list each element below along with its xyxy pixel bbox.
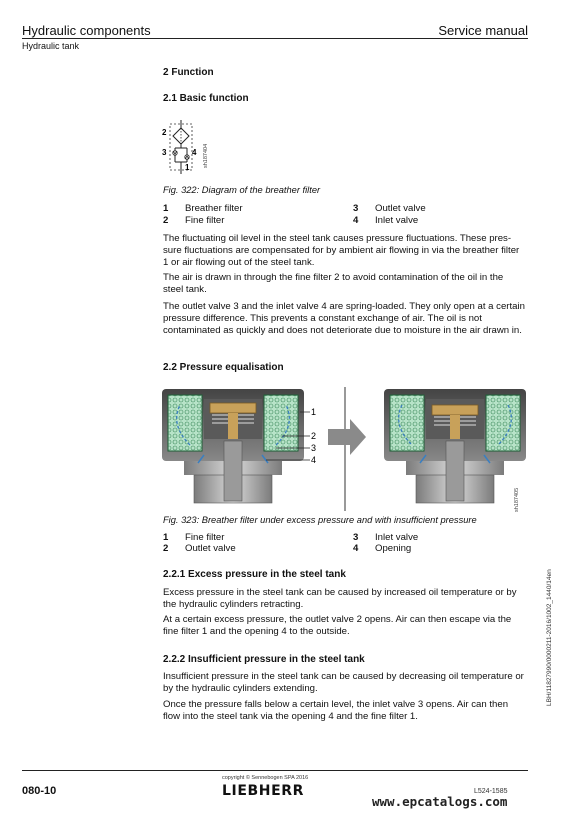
fig323-label-4: 4: [311, 455, 317, 465]
paragraph: The outlet valve 3 and the inlet valve 4 are spring-loaded. They only open at a certain pressure difference. This prevents a constant exchange of air. The oil is not contaminated as quickly and does not deteriorate due to moisture in the air drawn in.: [163, 301, 525, 336]
model-number: L524-1585: [474, 788, 508, 795]
legend-item: 3 Outlet valve: [353, 203, 426, 214]
excess-pressure-heading: 2.2.1 Excess pressure in the steel tank: [163, 569, 346, 580]
watermark: www.epcatalogs.com: [372, 794, 508, 809]
section-heading: 2 Function: [163, 67, 214, 78]
manual-section-title: Hydraulic components: [22, 23, 151, 38]
copyright-text: copyright © Sennebogen SPA 2016: [222, 775, 309, 781]
breather-filter-diagram: [160, 118, 220, 178]
legend-item: 4 Opening: [353, 543, 412, 554]
legend-item: 2 Outlet valve: [163, 543, 236, 554]
document-code: LBH/11827990/0000211-2016/1002_1440/14en: [546, 569, 553, 706]
paragraph: The air is drawn in through the fine filter 2 to avoid contamination of the oil in the steel tank.: [163, 272, 504, 295]
paragraph: Insufficient pressure in the steel tank can be caused by decreasing oil temperature or by the hydraulic cylinders extending.: [163, 671, 524, 694]
page-number: 080-10: [22, 785, 57, 797]
excess-pressure-unit: [162, 389, 304, 503]
legend-item: 4 Inlet valve: [353, 215, 419, 226]
legend-item: 1 Fine filter: [163, 532, 225, 543]
brand-logo: LIEBHERR: [222, 783, 305, 799]
legend-item: 2 Fine filter: [163, 215, 225, 226]
fig323-label-2: 2: [311, 431, 317, 441]
legend-item: 3 Inlet valve: [353, 532, 419, 543]
fig323-caption: Fig. 323: Breather filter under excess pressure and with insufficient pressure: [163, 515, 477, 525]
manual-type-title: Service manual: [438, 23, 528, 38]
fig322-label-2: 2: [162, 128, 167, 137]
fig323-label-3: 3: [311, 443, 317, 453]
fig323-label-1: 1: [311, 407, 317, 417]
page-subtitle: Hydraulic tank: [22, 41, 80, 51]
fig323-id: sh187405: [514, 487, 520, 512]
footer-rule: [22, 770, 528, 771]
fig322-label-1: 1: [185, 163, 190, 172]
basic-function-heading: 2.1 Basic function: [163, 93, 249, 104]
pressure-equalisation-heading: 2.2 Pressure equalisation: [163, 362, 284, 373]
transition-arrow-icon: [328, 419, 366, 455]
paragraph: Excess pressure in the steel tank can be caused by increased oil temperature or by the hydraulic cylinders retracting.: [163, 587, 517, 610]
insufficient-pressure-heading: 2.2.2 Insufficient pressure in the steel tank: [163, 654, 365, 665]
paragraph: At a certain excess pressure, the outlet valve 2 opens. Air can then escape via the fine filter 1 and the opening 4 to the outside.: [163, 614, 512, 637]
fig322-id: sh187404: [203, 143, 209, 168]
breather-filter-pressure-figure: [160, 385, 530, 513]
insufficient-pressure-unit: [384, 389, 526, 503]
header-rule: [22, 38, 528, 39]
fig322-label-3: 3: [162, 148, 167, 157]
fig322-caption: Fig. 322: Diagram of the breather filter: [163, 185, 321, 195]
fig322-label-4: 4: [192, 148, 197, 157]
legend-item: 1 Breather filter: [163, 203, 243, 214]
paragraph: Once the pressure falls below a certain level, the inlet valve 3 opens. Air can then flow into the steel tank via the opening 4 and the fine filter 1.: [163, 699, 509, 722]
paragraph: The fluctuating oil level in the steel tank causes pressure fluctuations. These pres-sure fluctuations are compensated for by ambient air flowing in via the breather filter 1 or air flowing out of the steel tank.: [163, 233, 520, 268]
